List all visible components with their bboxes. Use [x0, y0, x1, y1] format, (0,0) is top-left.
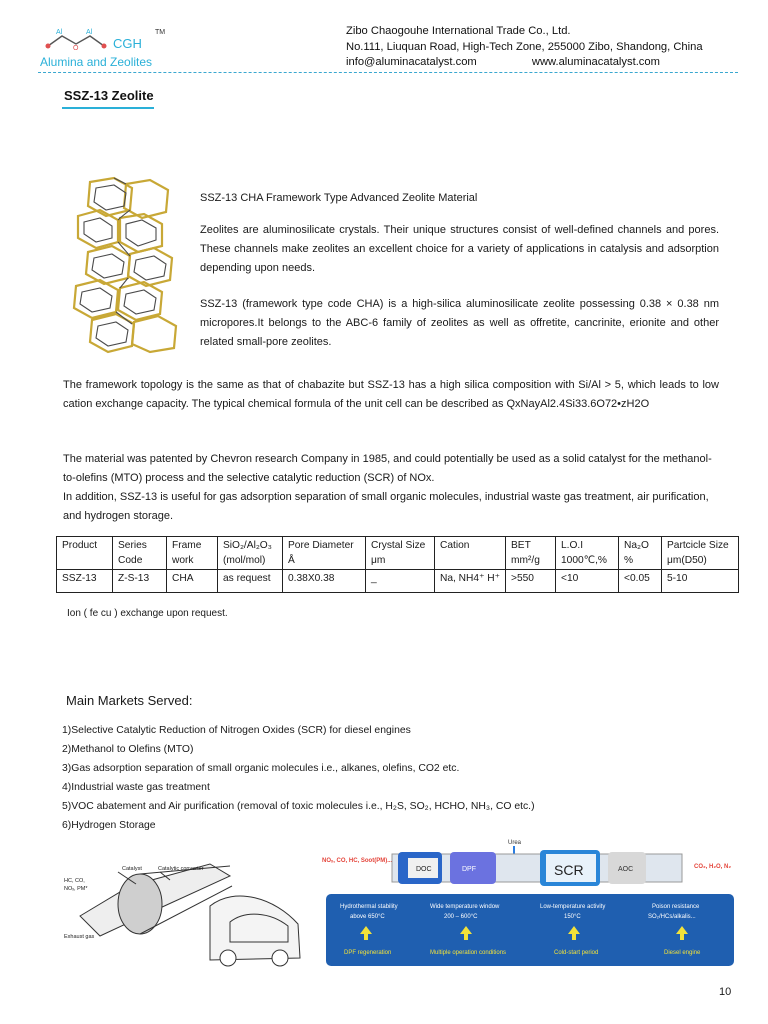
td-na2o: <0.05	[619, 570, 662, 593]
td-framework: CHA	[167, 570, 218, 593]
feature-name: Wide temperature window	[430, 904, 500, 910]
inlet-gases: NOₓ, CO, HC, Soot(PM)...	[322, 858, 393, 864]
framework-paragraph: The framework topology is the same as that of chabazite but SSZ-13 has a high silica composition with Si/Al > 5, which leads to low cation exchange capacity. The typical chemical formula of the unit cell can be described as QxNayAl2.4Si33.6O72•zH2O	[63, 379, 719, 410]
logo-text: CGH	[113, 36, 142, 51]
feature-name: Hydrothermal stability	[340, 904, 398, 910]
page-title: SSZ-13 Zeolite	[64, 88, 154, 103]
ion-exchange-note: Ion ( fe cu ) exchange upon request.	[67, 608, 228, 619]
list-item: 6)Hydrogen Storage	[62, 820, 156, 831]
th-loi: L.O.I 1000℃,%	[556, 537, 619, 570]
th-bet: BET mm²/g	[506, 537, 556, 570]
intro-paragraph-2: SSZ-13 (framework type code CHA) is a high-silica aluminosilicate zeolite possessing 0.38 × 0.38 nm micropores.It belongs to the ABC-6 family of zeolites as well as offretite, cancrinite, erionite and other related small-pore zeolites.	[200, 298, 719, 348]
catalytic-converter-figure	[60, 846, 306, 970]
doc-label: DOC	[416, 866, 432, 873]
title-underline	[62, 107, 154, 109]
list-item: 5)VOC abatement and Air purification (removal of toxic molecules i.e., H₂S, SO₂, HCHO, NH₃, CO etc.)	[62, 801, 535, 812]
table-header-row	[57, 537, 739, 570]
th-framework: Frame work	[167, 537, 218, 570]
history-sentence-2: In addition, SSZ-13 is useful for gas adsorption separation of small organic molecules, industrial waste gas treatment, air purification, and hydrogen storage.	[63, 491, 709, 522]
spec-table	[56, 536, 739, 593]
feature-benefit: Multiple operation conditions	[430, 950, 507, 956]
feature-value: 200 – 600°C	[444, 914, 478, 920]
th-product: Product	[57, 537, 113, 570]
list-item: 2)Methanol to Olefins (MTO)	[62, 744, 194, 755]
logo-trademark: TM	[155, 29, 166, 36]
td-series-code: Z-S-13	[113, 570, 167, 593]
th-pore-diameter: Pore Diameter Å	[283, 537, 366, 570]
logo-tagline: Alumina and Zeolites	[40, 55, 153, 69]
aftertreatment-diagram	[318, 834, 742, 970]
intro-paragraph-1: Zeolites are aluminosilicate crystals. Their unique structures consist of well-defined channels and pores. These channels make zeolites an excellent choice for a variety of applications in catalysis and adsorption depending upon needs.	[200, 224, 719, 274]
td-sio2-al2o3: as request	[218, 570, 283, 593]
header-divider	[38, 72, 738, 73]
feature-name: Poison resistance	[652, 904, 700, 910]
th-na2o: Na₂O %	[619, 537, 662, 570]
feature-benefit: DPF regeneration	[344, 950, 392, 956]
td-pore-diameter: 0.38X0.38	[283, 570, 366, 593]
feature-value: 150°C	[564, 914, 581, 920]
th-cation: Cation	[435, 537, 506, 570]
svg-text:Al: Al	[56, 29, 63, 36]
company-address: No.111, Liuquan Road, High-Tech Zone, 255000 Zibo, Shandong, China	[346, 40, 703, 53]
dpf-label: DPF	[462, 866, 476, 873]
list-item: 4)Industrial waste gas treatment	[62, 782, 210, 793]
history-sentence-1: The material was patented by Chevron research Company in 1985, and could potentially be used as a solid catalyst for the methanol-to-olefins (MTO) process and the selective catalytic reduction (SCR) of NOx.	[63, 453, 712, 484]
history-paragraph	[63, 450, 719, 526]
list-item: 3)Gas adsorption separation of small organic molecules i.e., alkanes, olefins, CO2 etc.	[62, 763, 460, 774]
label-hc-co: HC, CO,	[64, 878, 85, 884]
logo-molecule-icon	[44, 26, 116, 52]
th-series-code: Series Code	[113, 537, 167, 570]
company-info	[346, 24, 703, 71]
svg-text:Al: Al	[86, 29, 93, 36]
th-particle-size: Partcicle Size μm(D50)	[662, 537, 739, 570]
svg-text:O: O	[73, 45, 79, 52]
urea-label: Urea	[508, 840, 522, 846]
feature-value: SO₂/HCs/alkalis...	[648, 914, 696, 920]
label-exhaust-gas: Exhaust gas	[64, 934, 95, 940]
feature-name: Low-temperature activity	[540, 904, 606, 910]
company-website[interactable]: www.aluminacatalyst.com	[531, 56, 660, 68]
feature-benefit: Cold-start period	[554, 950, 599, 956]
td-bet: >550	[506, 570, 556, 593]
label-nox-pm: NOₓ, PM*	[64, 886, 88, 892]
outlet-gases: CO₂, H₂O, N₂	[694, 864, 731, 870]
td-loi: <10	[556, 570, 619, 593]
th-crystal-size: Crystal Size μm	[366, 537, 435, 570]
td-cation: Na, NH4⁺ H⁺	[435, 570, 506, 593]
list-item: 1)Selective Catalytic Reduction of Nitrogen Oxides (SCR) for diesel engines	[62, 725, 411, 736]
scr-label: SCR	[554, 862, 584, 878]
feature-value: above 650°C	[350, 914, 385, 920]
td-product: SSZ-13	[57, 570, 113, 593]
intro-heading: SSZ-13 CHA Framework Type Advanced Zeolite Material	[200, 192, 478, 204]
logo	[44, 26, 116, 52]
company-name: Zibo Chaogouhe International Trade Co., Ltd.	[346, 25, 571, 37]
zeolite-structure-image	[70, 176, 182, 354]
table-row	[57, 570, 739, 593]
label-catalyst: Catalyst	[122, 866, 142, 872]
td-crystal-size: _	[366, 570, 435, 593]
feature-benefit: Diesel engine	[664, 950, 701, 956]
aoc-label: AOC	[618, 866, 634, 873]
company-email[interactable]: info@aluminacatalyst.com	[346, 56, 477, 68]
label-catalytic-converter: Catalytic converter	[158, 866, 204, 872]
markets-list	[62, 721, 535, 835]
td-particle-size: 5-10	[662, 570, 739, 593]
markets-title: Main Markets Served:	[66, 693, 193, 708]
th-sio2-al2o3: SiO₂/Al₂O₃ (mol/mol)	[218, 537, 283, 570]
page-number: 10	[719, 986, 732, 998]
